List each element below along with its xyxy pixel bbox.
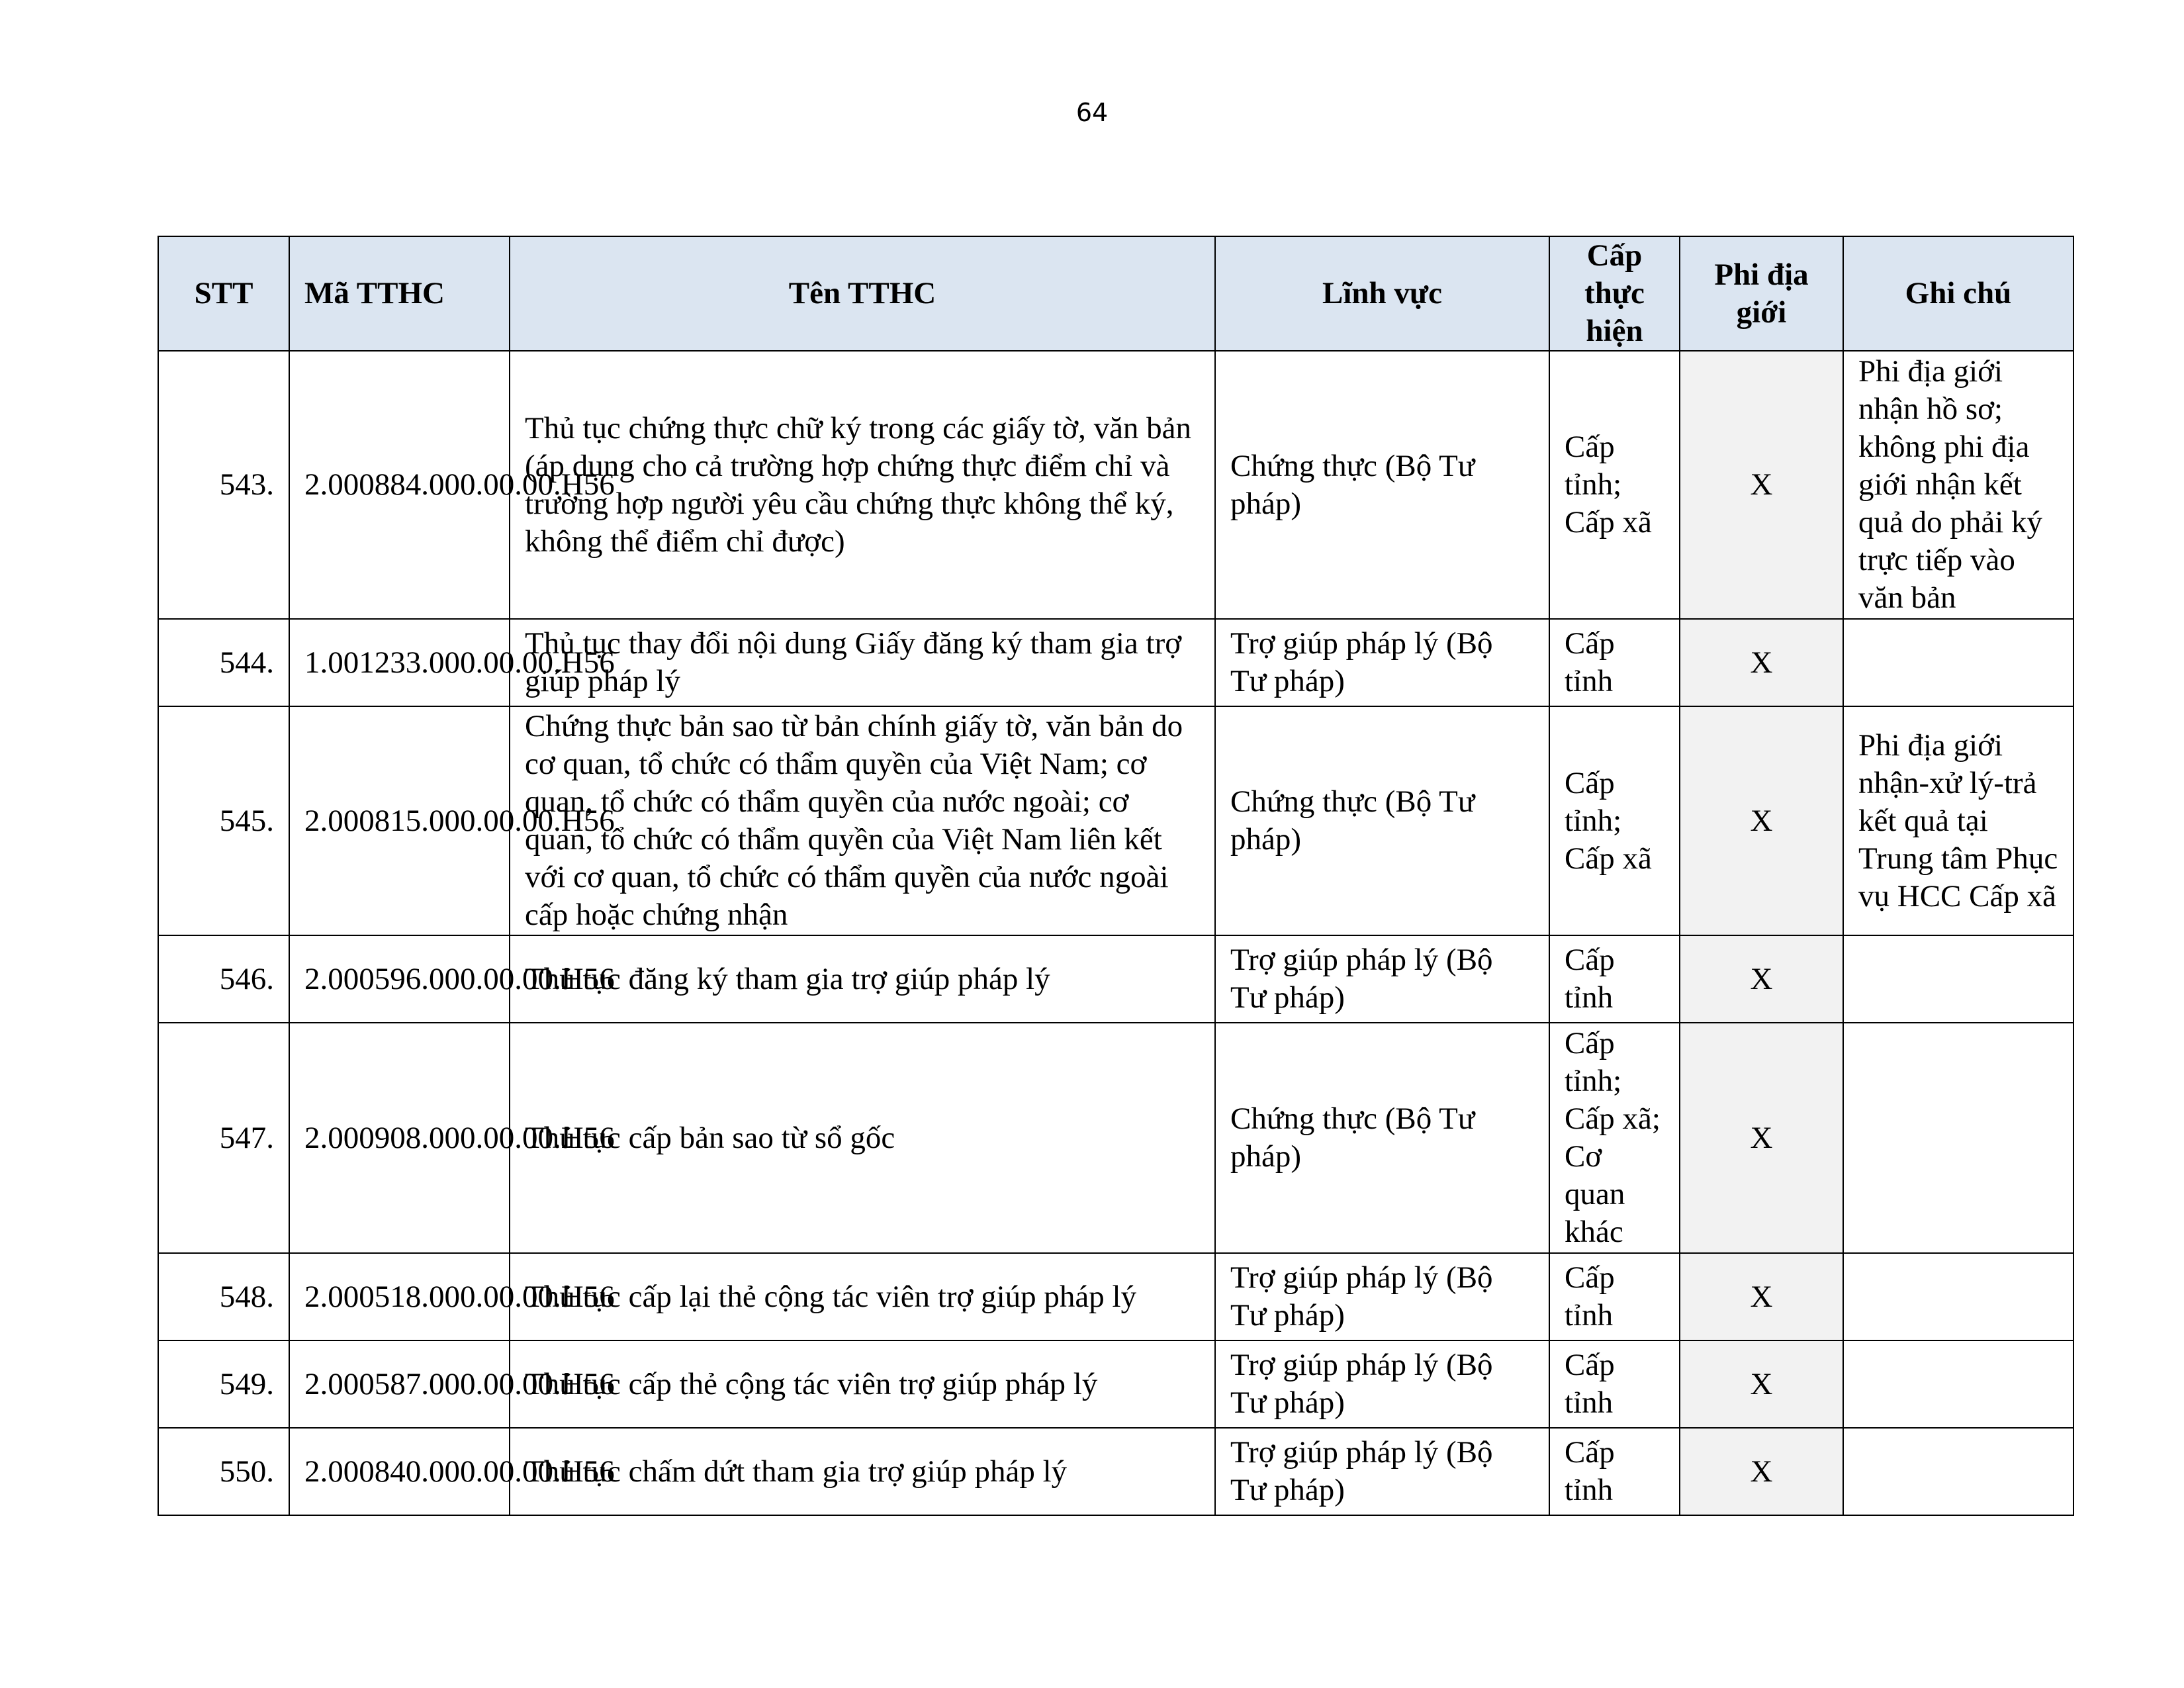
cell-linh-vuc: Chứng thực (Bộ Tư pháp)	[1215, 351, 1549, 619]
cell-linh-vuc: Chứng thực (Bộ Tư pháp)	[1215, 706, 1549, 935]
cell-ghi-chu	[1843, 1253, 2073, 1340]
cell-linh-vuc: Trợ giúp pháp lý (Bộ Tư pháp)	[1215, 935, 1549, 1023]
cell-cap-thuc-hien: Cấp tỉnh	[1549, 1340, 1680, 1428]
cell-cap-thuc-hien: Cấp tỉnh; Cấp xã; Cơ quan khác	[1549, 1023, 1680, 1253]
cell-ma-tthc: 2.000815.000.00.00.H56	[289, 706, 510, 935]
table-row	[158, 619, 2073, 706]
cell-stt: 550.	[158, 1428, 289, 1515]
cell-ghi-chu	[1843, 1428, 2073, 1515]
cell-phi-dia-gioi: X	[1680, 935, 1843, 1023]
table-row	[158, 1023, 2073, 1253]
cell-stt: 544.	[158, 619, 289, 706]
header-phi-dia-gioi: Phi địa giới	[1680, 236, 1843, 351]
cell-ten-tthc: Thủ tục đăng ký tham gia trợ giúp pháp lý	[510, 935, 1215, 1023]
cell-stt: 549.	[158, 1340, 289, 1428]
cell-ma-tthc: 1.001233.000.00.00.H56	[289, 619, 510, 706]
cell-cap-thuc-hien: Cấp tỉnh	[1549, 1428, 1680, 1515]
cell-ten-tthc: Thủ tục cấp bản sao từ sổ gốc	[510, 1023, 1215, 1253]
cell-linh-vuc: Chứng thực (Bộ Tư pháp)	[1215, 1023, 1549, 1253]
cell-ten-tthc: Thủ tục cấp thẻ cộng tác viên trợ giúp pháp lý	[510, 1340, 1215, 1428]
cell-ma-tthc: 2.000884.000.00.00.H56	[289, 351, 510, 619]
header-ten-tthc: Tên TTHC	[510, 236, 1215, 351]
cell-cap-thuc-hien: Cấp tỉnh	[1549, 1253, 1680, 1340]
header-stt: STT	[158, 236, 289, 351]
cell-linh-vuc: Trợ giúp pháp lý (Bộ Tư pháp)	[1215, 1428, 1549, 1515]
cell-phi-dia-gioi: X	[1680, 1428, 1843, 1515]
cell-linh-vuc: Trợ giúp pháp lý (Bộ Tư pháp)	[1215, 619, 1549, 706]
cell-phi-dia-gioi: X	[1680, 706, 1843, 935]
cell-ma-tthc: 2.000840.000.00.00.H56	[289, 1428, 510, 1515]
cell-phi-dia-gioi: X	[1680, 1340, 1843, 1428]
cell-cap-thuc-hien: Cấp tỉnh	[1549, 935, 1680, 1023]
cell-ten-tthc: Thủ tục chấm dứt tham gia trợ giúp pháp lý	[510, 1428, 1215, 1515]
cell-phi-dia-gioi: X	[1680, 1253, 1843, 1340]
cell-ghi-chu	[1843, 935, 2073, 1023]
table-row	[158, 1253, 2073, 1340]
table-row	[158, 351, 2073, 619]
header-cap-thuc-hien: Cấp thực hiện	[1549, 236, 1680, 351]
table-row	[158, 1428, 2073, 1515]
page-number: 64	[1075, 98, 1109, 127]
cell-ma-tthc: 2.000587.000.00.00.H56	[289, 1340, 510, 1428]
header-ma-tthc: Mã TTHC	[289, 236, 510, 351]
cell-phi-dia-gioi: X	[1680, 1023, 1843, 1253]
cell-ghi-chu	[1843, 1023, 2073, 1253]
cell-ghi-chu	[1843, 1340, 2073, 1428]
procedures-table	[158, 236, 2074, 1516]
cell-stt: 546.	[158, 935, 289, 1023]
cell-ten-tthc: Thủ tục thay đổi nội dung Giấy đăng ký tham gia trợ giúp pháp lý	[510, 619, 1215, 706]
cell-ghi-chu	[1843, 619, 2073, 706]
table-header-row	[158, 236, 2073, 351]
header-ghi-chu: Ghi chú	[1843, 236, 2073, 351]
cell-cap-thuc-hien: Cấp tỉnh	[1549, 619, 1680, 706]
cell-phi-dia-gioi: X	[1680, 619, 1843, 706]
cell-cap-thuc-hien: Cấp tỉnh; Cấp xã	[1549, 706, 1680, 935]
cell-ten-tthc: Thủ tục chứng thực chữ ký trong các giấy tờ, văn bản (áp dụng cho cả trường hợp chứng thực điểm chỉ và trường hợp người yêu cầu chứng thực không thể ký, không thể điểm chỉ được)	[510, 351, 1215, 619]
cell-linh-vuc: Trợ giúp pháp lý (Bộ Tư pháp)	[1215, 1253, 1549, 1340]
cell-phi-dia-gioi: X	[1680, 351, 1843, 619]
cell-cap-thuc-hien: Cấp tỉnh; Cấp xã	[1549, 351, 1680, 619]
cell-stt: 545.	[158, 706, 289, 935]
cell-ten-tthc: Chứng thực bản sao từ bản chính giấy tờ, văn bản do cơ quan, tổ chức có thẩm quyền của Việt Nam; cơ quan, tổ chức có thẩm quyền của nước ngoài; cơ quan, tổ chức có thẩm quyền của Việt Nam liên kết với cơ quan, tổ chức có thẩm quyền của nước ngoài cấp hoặc chứng nhận	[510, 706, 1215, 935]
cell-ma-tthc: 2.000518.000.00.00.H56	[289, 1253, 510, 1340]
cell-stt: 543.	[158, 351, 289, 619]
cell-linh-vuc: Trợ giúp pháp lý (Bộ Tư pháp)	[1215, 1340, 1549, 1428]
cell-ma-tthc: 2.000908.000.00.00.H56	[289, 1023, 510, 1253]
cell-ma-tthc: 2.000596.000.00.00.H56	[289, 935, 510, 1023]
table-row	[158, 1340, 2073, 1428]
cell-ghi-chu: Phi địa giới nhận hồ sơ; không phi địa giới nhận kết quả do phải ký trực tiếp vào văn bản	[1843, 351, 2073, 619]
cell-ten-tthc: Thủ tục cấp lại thẻ cộng tác viên trợ giúp pháp lý	[510, 1253, 1215, 1340]
table-row	[158, 706, 2073, 935]
cell-ghi-chu: Phi địa giới nhận-xử lý-trả kết quả tại Trung tâm Phục vụ HCC Cấp xã	[1843, 706, 2073, 935]
header-linh-vuc: Lĩnh vực	[1215, 236, 1549, 351]
cell-stt: 547.	[158, 1023, 289, 1253]
table-row	[158, 935, 2073, 1023]
cell-stt: 548.	[158, 1253, 289, 1340]
